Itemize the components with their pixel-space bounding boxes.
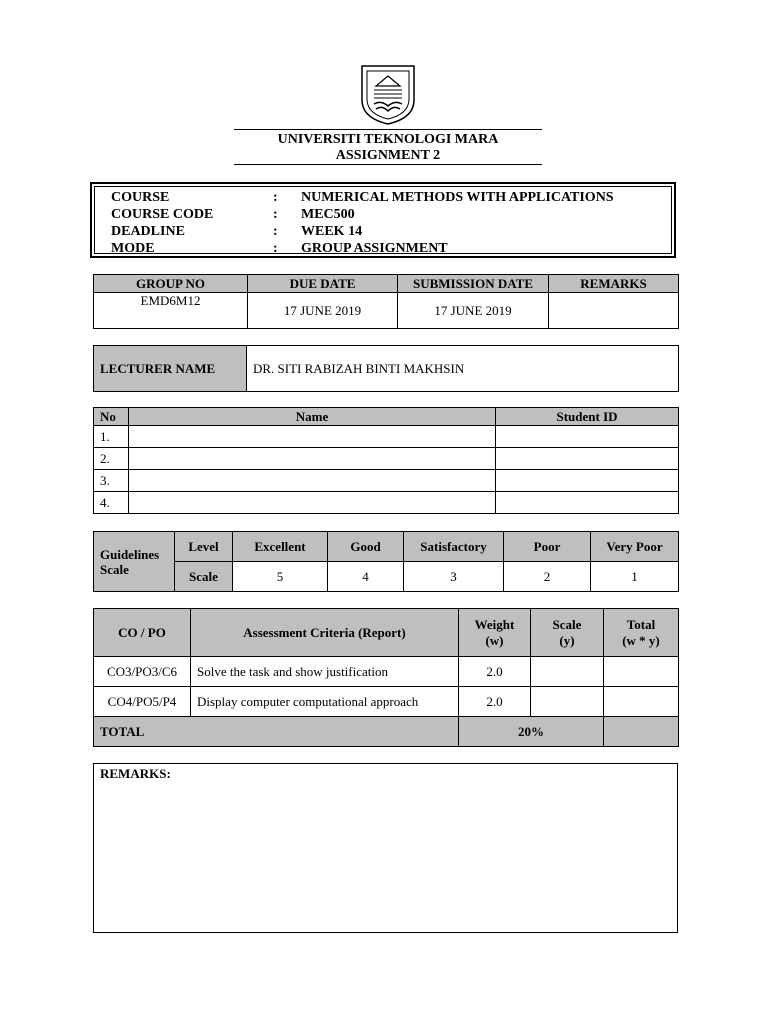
table-row [94,470,679,492]
scale-value: 4 [328,562,404,592]
table-row [94,448,679,470]
level-very-poor: Very Poor [591,532,679,562]
mode-label: MODE [111,241,155,256]
member-name-cell[interactable] [129,426,496,448]
remarks-value [549,293,679,329]
members-table [93,407,679,514]
scale-cell[interactable] [531,657,604,687]
level-excellent: Excellent [233,532,328,562]
group-no-header: GROUP NO [94,275,248,293]
total-header [604,609,679,657]
scale-header [531,609,604,657]
table-row [94,687,679,717]
total-weight: 20% [459,717,604,747]
total-label: TOTAL [94,717,459,747]
mode-row [111,241,663,257]
member-name-cell[interactable] [129,470,496,492]
copo-cell: CO3/PO3/C6 [94,657,191,687]
row-number: 1. [94,426,129,448]
level-label: Level [175,532,233,562]
total-row [94,717,679,747]
weight-cell: 2.0 [459,687,531,717]
guidelines-label: Guidelines Scale [94,532,175,592]
lecturer-name: DR. SITI RABIZAH BINTI MAKHSIN [247,346,679,392]
table-row [94,426,679,448]
copo-header: CO / PO [94,609,191,657]
criteria-table [93,608,679,747]
course-row [111,190,663,206]
deadline-row [111,224,663,240]
weight-cell: 2.0 [459,657,531,687]
total-cell[interactable] [604,687,679,717]
remarks-box[interactable] [93,763,678,933]
total-header-label: Total [626,616,656,632]
row-number: 4. [94,492,129,514]
criteria-cell: Solve the task and show justification [191,657,459,687]
lecturer-label: LECTURER NAME [94,346,247,392]
university-name: UNIVERSITI TEKNOLOGI MARA [277,132,499,147]
criteria-header: Assessment Criteria (Report) [191,609,459,657]
remarks-header: REMARKS [549,275,679,293]
remarks-label: REMARKS: [100,766,171,781]
level-poor: Poor [504,532,591,562]
colon: : [273,190,278,205]
header-rule-top [234,129,542,130]
submission-date-value: 17 JUNE 2019 [398,293,549,329]
scale-label: Scale [175,562,233,592]
university-logo [360,64,416,126]
scale-value: 3 [404,562,504,592]
no-header: No [94,408,129,426]
colon: : [273,224,278,239]
student-id-cell[interactable] [496,448,679,470]
row-number: 2. [94,448,129,470]
header-rule-bottom [234,164,542,165]
scale-header-label: Scale [552,616,582,632]
deadline-label: DEADLINE [111,224,185,239]
scale-header-sub: (y) [559,632,575,648]
mode-value: GROUP ASSIGNMENT [301,241,448,256]
course-value: NUMERICAL METHODS WITH APPLICATIONS [301,190,614,205]
student-id-header: Student ID [496,408,679,426]
lecturer-table [93,345,679,392]
student-id-cell[interactable] [496,426,679,448]
submission-table [93,274,679,329]
course-info-box [90,182,676,258]
total-cell[interactable] [604,657,679,687]
table-row [94,657,679,687]
copo-cell: CO4/PO5/P4 [94,687,191,717]
scale-value: 2 [504,562,591,592]
level-satisfactory: Satisfactory [404,532,504,562]
due-date-value: 17 JUNE 2019 [248,293,398,329]
row-number: 3. [94,470,129,492]
guidelines-table [93,531,679,592]
member-name-cell[interactable] [129,448,496,470]
student-id-cell[interactable] [496,470,679,492]
submission-date-header: SUBMISSION DATE [398,275,549,293]
student-id-cell[interactable] [496,492,679,514]
scale-value: 1 [591,562,679,592]
weight-header-label: Weight [474,616,515,632]
course-code-row [111,207,663,223]
level-good: Good [328,532,404,562]
table-row [94,492,679,514]
name-header: Name [129,408,496,426]
criteria-cell: Display computer computational approach [191,687,459,717]
course-label: COURSE [111,190,170,205]
total-sum-cell[interactable] [604,717,679,747]
course-code-label: COURSE CODE [111,207,214,222]
scale-cell[interactable] [531,687,604,717]
assignment-title: ASSIGNMENT 2 [335,148,441,163]
weight-header-sub: (w) [485,632,504,648]
group-no-value: EMD6M12 [94,293,248,329]
weight-header [459,609,531,657]
course-code-value: MEC500 [301,207,355,222]
scale-value: 5 [233,562,328,592]
total-header-sub: (w * y) [622,632,660,648]
deadline-value: WEEK 14 [301,224,363,239]
colon: : [273,207,278,222]
member-name-cell[interactable] [129,492,496,514]
due-date-header: DUE DATE [248,275,398,293]
colon: : [273,241,278,256]
